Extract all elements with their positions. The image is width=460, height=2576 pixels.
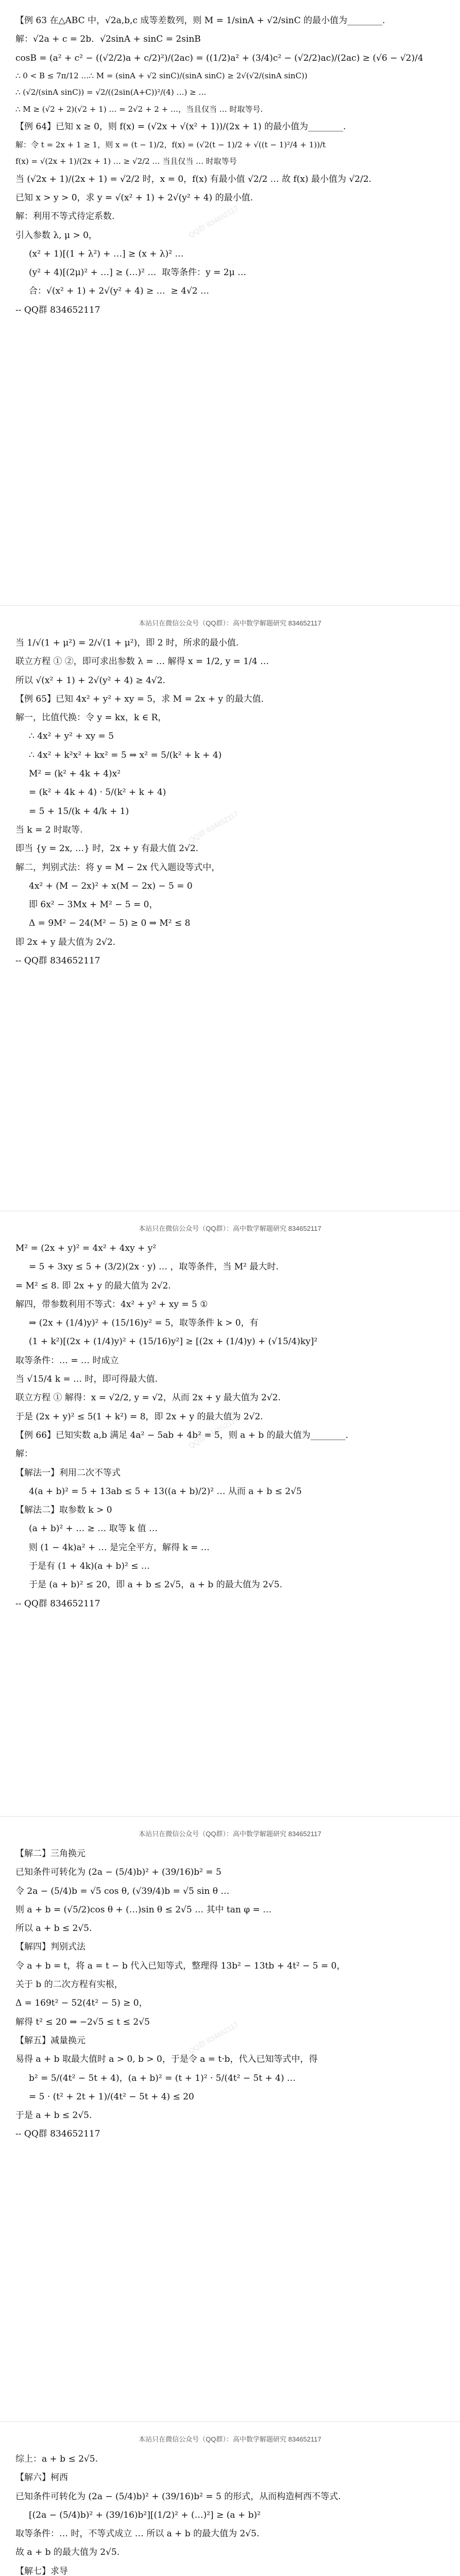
text-line: 4x² + (M − 2x)² + x(M − 2x) − 5 = 0 — [29, 880, 193, 891]
text-line: 令 a + b = t，将 a = t − b 代入已知等式，整理得 13b² − 13tb + 4t² − 5 = 0， — [15, 1960, 346, 1971]
text-line: -- QQ群 834652117 — [15, 2129, 100, 2140]
text-line: 解：令 t = 2x + 1 ≥ 1，则 x = (t − 1)/2，f(x) = (√2(t − 1)/2 + √((t − 1)²/4 + 1))/t — [15, 140, 326, 149]
text-line: 当 (√2x + 1)/(2x + 1) = √2/2 时，x = 0，f(x) 有最小值 √2/2 … 故 f(x) 最小值为 √2/2. — [15, 174, 372, 184]
text-line: ⇒ (2x + (1/4)y)² + (15/16)y² = 5，取等条件 k > 0，有 — [29, 1318, 259, 1329]
text-line: = 5 · (t² + 2t + 1)/(4t² − 5t + 4) ≤ 20 — [29, 2091, 194, 2102]
text-line: 关于 b 的二次方程有实根， — [15, 1979, 123, 1990]
text-line: 即 2x + y 最大值为 2√2. — [15, 937, 116, 947]
text-line: 即 6x² − 3Mx + M² − 5 = 0， — [29, 900, 158, 910]
text-line: 所以 a + b ≤ 2√5. — [15, 1923, 92, 1934]
document-page — [0, 605, 460, 1211]
text-line: 解二，判别式法：将 y = M − 2x 代入题设等式中， — [15, 862, 220, 873]
text-line: M² = (k² + 4k + 4)x² — [29, 769, 121, 779]
text-line: 联立方程 ① 解得：x = √2/2, y = √2，从而 2x + y 最大值为 2√2. — [15, 1393, 281, 1403]
text-line: Δ = 9M² − 24(M² − 5) ≥ 0 ⇒ M² ≤ 8 — [29, 918, 191, 929]
text-line: 易得 a + b 取最大值时 a > 0, b > 0，于是令 a = t·b，代入已知等式中，得 — [15, 2054, 318, 2065]
text-line: 【解法一】利用二次不等式 — [15, 1467, 121, 1478]
text-line: 【例 65】已知 4x² + y² + xy = 5，求 M = 2x + y 的最大值． — [15, 693, 270, 704]
text-line: 于是 (a + b)² ≤ 20，即 a + b ≤ 2√5，a + b 的最大值为 2√5. — [29, 1580, 282, 1590]
text-line: 于是有 (1 + 4k)(a + b)² ≤ … — [29, 1561, 150, 1572]
text-line: -- QQ群 834652117 — [15, 1598, 100, 1609]
text-line: 当 √15/4 k = … 时，即可得最大值. — [15, 1374, 158, 1385]
text-line: 当 k = 2 时取等. — [15, 824, 83, 835]
text-line: 【解五】减量换元 — [15, 2035, 86, 2046]
text-line: = M² ≤ 8. 即 2x + y 的最大值为 2√2. — [15, 1280, 171, 1291]
text-line: ∴ 4x² + y² + xy = 5 — [29, 731, 114, 742]
text-line: (x² + 1)[(1 + λ²) + …] ≥ (x + λ)² … — [29, 248, 184, 259]
text-line: 取等条件：… 时，不等式成立 … 所以 a + b 的最大值为 2√5. — [15, 2529, 260, 2539]
text-line: -- QQ群 834652117 — [15, 956, 100, 967]
page-separator — [0, 2421, 460, 2422]
text-line: 已知条件可转化为 (2a − (5/4)b)² + (39/16)b² = 5 的形式，从而构造柯西不等式. — [15, 2491, 341, 2502]
text-line: f(x) = √(2x + 1)/(2x + 1) … ≥ √2/2 … 当且仅当 … 时取等号 — [15, 157, 237, 166]
watermark: QQ群 834652117 — [187, 1414, 240, 1450]
text-line: ∴ 0 < B ≤ 7π/12 …∴ M = (sinA + √2 sinC)/(sinA sinC) ≥ 2√(√2/(sinA sinC)) — [15, 71, 308, 80]
text-line: 4(a + b)² = 5 + 13ab ≤ 5 + 13((a + b)/2)² … 从而 a + b ≤ 2√5 — [29, 1486, 302, 1497]
text-line: 于是 a + b ≤ 2√5. — [15, 2110, 92, 2121]
text-line: Δ = 169t² − 52(4t² − 5) ≥ 0， — [15, 1998, 148, 2009]
text-line: 即当 {y = 2x, …} 时，2x + y 有最大值 2√2. — [15, 843, 199, 854]
document-page — [0, 1211, 460, 1816]
text-line: cosB = (a² + c² − ((√2/2)a + c/2)²)/(2ac) = ((1/2)a² + (3/4)c² − (√2/2)ac)/(2ac) ≥ (√6 − √2)/4 — [15, 53, 423, 63]
text-line: 【解六】柯西 — [15, 2472, 68, 2483]
text-line: = (k² + 4k + 4) · 5/(k² + k + 4) — [29, 787, 166, 798]
text-line: 【解四】判别式法 — [15, 1942, 86, 1953]
text-line: 【解七】求导 — [15, 2566, 68, 2576]
text-line: ∴ 4x² + k²x² + kx² = 5 ⇒ x² = 5/(k² + k + 4) — [29, 750, 222, 760]
text-line: 解： — [15, 1449, 33, 1460]
text-line: 解四，带参数利用不等式：4x² + y² + xy = 5 ① — [15, 1299, 208, 1310]
text-line: ∴ M ≥ (√2 + 2)(√2 + 1) … = 2√2 + 2 + …，当且仅当 … 时取等号. — [15, 104, 263, 114]
text-line: 所以 √(x² + 1) + 2√(y² + 4) ≥ 4√2. — [15, 675, 165, 686]
text-line: b² = 5/(4t² − 5t + 4)，(a + b)² = (t + 1)² · 5/(4t² − 5t + 4) … — [29, 2073, 296, 2083]
text-line: 于是 (2x + y)² ≤ 5(1 + k²) = 8，即 2x + y 的最大值为 2√2. — [15, 1411, 263, 1422]
text-line: 已知条件可转化为 (2a − (5/4)b)² + (39/16)b² = 5 — [15, 1867, 222, 1878]
text-line: 解：利用不等式待定系数. — [15, 211, 115, 222]
page-header: 本站只在微信公众号（QQ群）：高中数学解题研究 834652117 — [139, 1830, 321, 1838]
page-header: 本站只在微信公众号（QQ群）：高中数学解题研究 834652117 — [139, 2435, 321, 2443]
text-line: 引入参数 λ, μ > 0， — [15, 230, 97, 241]
watermark: QQ群 834652117 — [187, 204, 240, 240]
text-line: (y² + 4)[(2μ)² + …] ≥ (…)² … 取等条件：y = 2μ … — [29, 267, 247, 278]
text-line: [(2a − (5/4)b)² + (39/16)b²][(1/2)² + (…)²] ≥ (a + b)² — [29, 2510, 261, 2520]
text-line: (1 + k²)[(2x + (1/4)y)² + (15/16)y²] ≥ [(2x + (1/4)y) + (√15/4)ky]² — [29, 1336, 318, 1347]
text-line: 故 a + b 的最大值为 2√5. — [15, 2547, 120, 2558]
document-page — [0, 0, 460, 605]
page-header: 本站只在微信公众号（QQ群）：高中数学解题研究 834652117 — [139, 619, 321, 627]
text-line: -- QQ群 834652117 — [15, 304, 100, 315]
text-line: 解：√2a + c = 2b．√2sinA + sinC = 2sinB — [15, 34, 201, 45]
text-line: 当 1/√(1 + μ²) = 2/√(1 + μ²)，即 2 时，所求的最小值. — [15, 638, 239, 648]
document-page — [0, 2421, 460, 2576]
page-separator — [0, 1816, 460, 1817]
text-line: 解得 t² ≤ 20 ⇒ −2√5 ≤ t ≤ 2√5 — [15, 2016, 150, 2027]
text-line: 联立方程 ① ②，即可求出参数 λ = … 解得 x = 1/2, y = 1/4 … — [15, 656, 269, 667]
text-line: 【例 64】已知 x ≥ 0，则 f(x) = (√2x + √(x² + 1))/(2x + 1) 的最小值为________. — [15, 122, 346, 132]
page-separator — [0, 605, 460, 606]
text-line: = 5 + 3xy ≤ 5 + (3/2)(2x · y) … ，取等条件，当 M² 最大时. — [29, 1262, 279, 1273]
watermark: QQ群 834652117 — [187, 809, 240, 845]
text-line: (a + b)² + … ≥ … 取等 k 值 … — [29, 1523, 158, 1534]
text-line: 则 (1 − 4k)a² + … 是完全平方，解得 k = … — [29, 1542, 210, 1553]
watermark: QQ群 834652117 — [187, 2020, 240, 2056]
text-line: 已知 x > y > 0，求 y = √(x² + 1) + 2√(y² + 4) 的最小值. — [15, 192, 253, 203]
text-line: ∴ (√2/(sinA sinC)) = √2/((2sin(A+C))²/(4) …) ≥ … — [15, 88, 207, 97]
text-line: 【解法二】取参数 k > 0 — [15, 1505, 112, 1516]
text-line: 【例 63 在△ABC 中，√2a,b,c 成等差数列，则 M = 1/sinA + √2/sinC 的最小值为________. — [15, 15, 385, 26]
text-line: 综上：a + b ≤ 2√5. — [15, 2454, 98, 2464]
text-line: = 5 + 15/(k + 4/k + 1) — [29, 806, 129, 817]
text-line: 令 2a − (5/4)b = √5 cos θ, (√39/4)b = √5 sin θ … — [15, 1886, 230, 1896]
text-line: 【解二】三角换元 — [15, 1849, 86, 1859]
text-line: M² = (2x + y)² = 4x² + 4xy + y² — [15, 1243, 157, 1253]
text-line: 【例 66】已知实数 a,b 满足 4a² − 5ab + 4b² = 5，则 a + b 的最大值为________. — [15, 1430, 349, 1440]
text-line: 则 a + b = (√5/2)cos θ + (…)sin θ ≤ 2√5 … 其中 tan φ = … — [15, 1904, 272, 1915]
text-line: 取等条件：… = … 时成立 — [15, 1355, 119, 1366]
page-header: 本站只在微信公众号（QQ群）：高中数学解题研究 834652117 — [139, 1225, 321, 1232]
text-line: 合：√(x² + 1) + 2√(y² + 4) ≥ … ≥ 4√2 … — [29, 286, 209, 297]
document-page — [0, 1816, 460, 2421]
text-line: 解一，比值代换：令 y = kx，k ∈ R， — [15, 713, 167, 723]
